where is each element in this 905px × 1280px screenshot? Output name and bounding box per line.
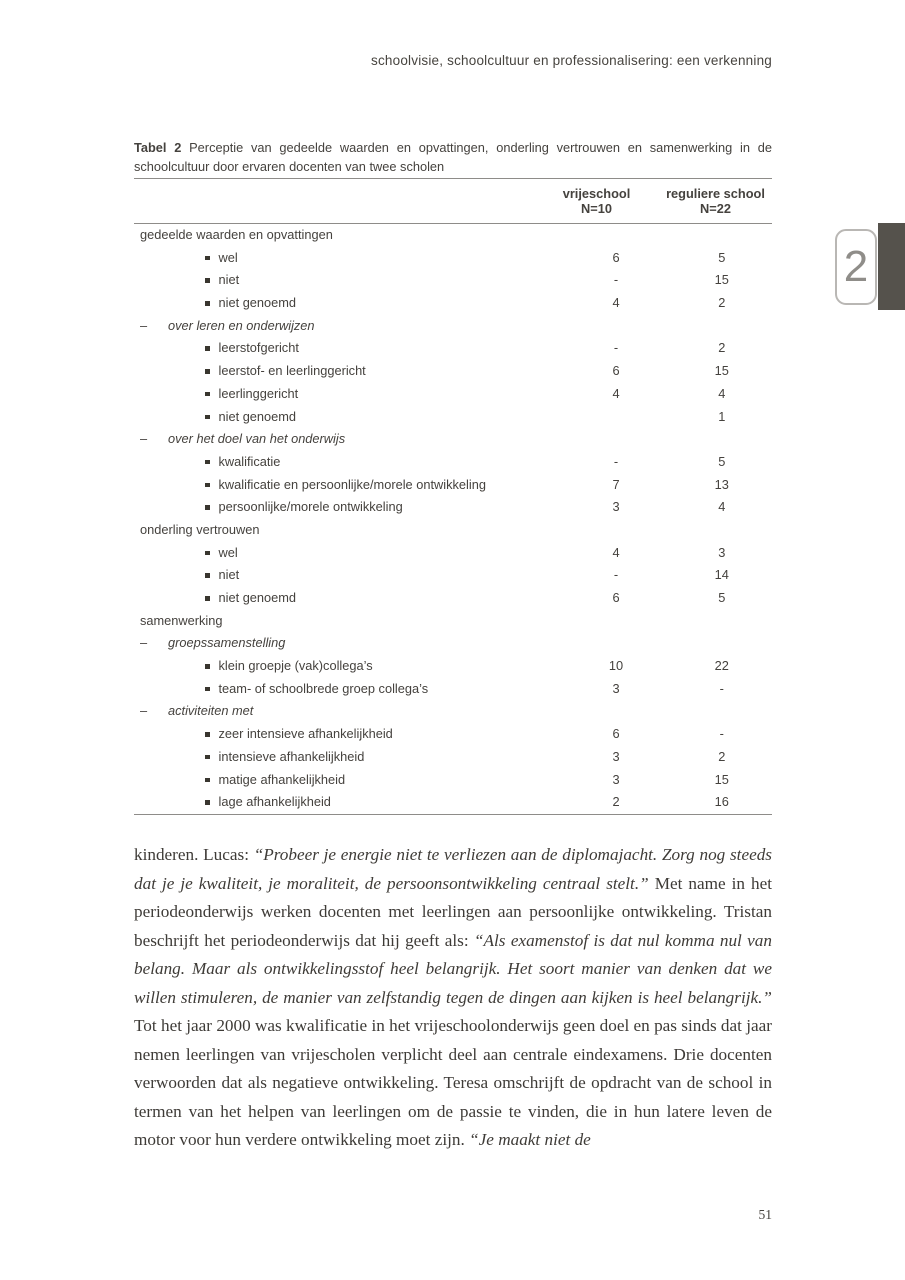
cell-vrijeschool: 3 <box>612 748 620 764</box>
table-row <box>134 791 772 814</box>
row-label-text: kwalificatie en persoonlijke/morele ontwikkeling <box>218 476 486 492</box>
bullet-icon <box>205 573 210 578</box>
cell-vrijeschool: - <box>613 340 619 356</box>
cell-reguliere-school: 4 <box>718 499 726 515</box>
row-label <box>134 269 560 292</box>
cell-reguliere-school <box>660 428 772 451</box>
cell-vrijeschool <box>536 428 660 451</box>
cell-vrijeschool: 4 <box>612 544 620 560</box>
row-label <box>134 700 536 723</box>
table-row <box>134 406 772 429</box>
quote-text: “Als examenstof is dat nul komma nul van belang. Maar als ontwikkelingsstof heel belangrijk. Het soort manier van denken dat we willen stimuleren, de manier van zelfstandig tegen de dingen aan kijken is heel belangrijk.” <box>134 930 772 1007</box>
row-label-text: intensieve afhankelijkheid <box>218 748 365 764</box>
row-label <box>134 587 560 610</box>
cell-reguliere-school: 15 <box>714 771 729 787</box>
table-row <box>134 632 772 655</box>
table-row <box>134 655 772 678</box>
bullet-icon <box>205 800 210 805</box>
dash-marker: – <box>140 317 148 333</box>
cell-vrijeschool: - <box>613 272 619 288</box>
row-label <box>134 360 560 383</box>
bullet-icon <box>205 755 210 760</box>
row-label-text: over leren en onderwijzen <box>168 317 315 333</box>
table-row <box>134 723 772 746</box>
chapter-tab-block <box>878 223 905 310</box>
chapter-number-box <box>835 229 877 305</box>
row-label-text: persoonlijke/morele ontwikkeling <box>218 499 403 515</box>
row-label <box>134 723 560 746</box>
chapter-number: 2 <box>843 241 869 291</box>
column-header-reguliere-school <box>659 179 772 223</box>
row-label-text: gedeelde waarden en opvattingen <box>140 227 333 242</box>
bullet-icon <box>205 778 210 783</box>
cell-vrijeschool: 3 <box>612 499 620 515</box>
bullet-icon <box>205 415 210 420</box>
table-row <box>134 564 772 587</box>
row-label <box>134 383 560 406</box>
table-body <box>134 224 772 814</box>
table-row <box>134 769 772 792</box>
cell-reguliere-school: 15 <box>714 363 729 379</box>
cell-reguliere-school: 2 <box>718 748 726 764</box>
bullet-icon <box>205 460 210 465</box>
bullet-icon <box>205 551 210 556</box>
cell-vrijeschool: 4 <box>612 385 620 401</box>
table-header-row <box>134 179 772 224</box>
row-label-text: niet genoemd <box>218 408 297 424</box>
table-row <box>134 360 772 383</box>
chapter-tab <box>835 223 905 310</box>
cell-reguliere-school: 14 <box>714 567 729 583</box>
row-label <box>134 474 560 497</box>
cell-reguliere-school <box>660 224 772 247</box>
row-label-text: leerstofgericht <box>218 340 299 356</box>
cell-reguliere-school: 1 <box>718 408 726 424</box>
row-label <box>134 564 560 587</box>
bullet-icon <box>205 664 210 669</box>
cell-vrijeschool: 6 <box>612 726 620 742</box>
quote-text: “Probeer je energie niet te verliezen aan de diplomajacht. Zorg nog steeds dat je je kwaliteit, je moraliteit, de persoonsontwikkeling centraal stelt.” <box>134 845 772 893</box>
table-row <box>134 292 772 315</box>
table-row <box>134 451 772 474</box>
cell-reguliere-school: 5 <box>718 453 726 469</box>
cell-reguliere-school <box>660 610 772 633</box>
cell-vrijeschool <box>536 224 660 247</box>
row-label <box>134 406 560 429</box>
bullet-icon <box>205 732 210 737</box>
row-label <box>134 247 560 270</box>
bullet-icon <box>205 256 210 261</box>
row-label-text: kwalificatie <box>218 453 281 469</box>
cell-reguliere-school: 13 <box>714 476 729 492</box>
row-label <box>134 678 560 701</box>
cell-reguliere-school: 2 <box>718 340 726 356</box>
table-row <box>134 247 772 270</box>
cell-reguliere-school <box>660 632 772 655</box>
cell-vrijeschool: - <box>613 453 619 469</box>
row-label <box>134 428 536 451</box>
table-row <box>134 678 772 701</box>
cell-vrijeschool <box>560 406 671 429</box>
row-label-text: leerstof- en leerlinggericht <box>218 363 366 379</box>
cell-reguliere-school: 15 <box>714 272 729 288</box>
cell-vrijeschool: 2 <box>612 794 620 810</box>
table-caption-label: Tabel 2 <box>134 140 182 155</box>
column-name: vrijeschool <box>562 186 631 201</box>
dash-marker: – <box>140 635 148 651</box>
row-label-text: team- of schoolbrede groep collega’s <box>218 680 429 696</box>
cell-vrijeschool: 4 <box>612 295 620 311</box>
bullet-icon <box>205 596 210 601</box>
table-row <box>134 383 772 406</box>
cell-vrijeschool: 7 <box>612 476 620 492</box>
body-paragraph <box>134 841 772 1155</box>
table-caption-text: Perceptie van gedeelde waarden en opvattingen, onderling vertrouwen en samenwerking in de schoolcultuur door ervaren docenten van twee scholen <box>134 140 772 174</box>
row-label <box>134 746 560 769</box>
table-row <box>134 337 772 360</box>
bullet-icon <box>205 505 210 510</box>
cell-vrijeschool <box>536 632 660 655</box>
cell-vrijeschool <box>536 315 660 338</box>
cell-reguliere-school: 3 <box>718 544 726 560</box>
row-label-text: lage afhankelijkheid <box>218 794 331 810</box>
row-label-text: klein groepje (vak)collega’s <box>218 658 373 674</box>
cell-reguliere-school <box>660 700 772 723</box>
column-n: N=22 <box>700 201 731 216</box>
table-row <box>134 474 772 497</box>
bullet-icon <box>205 346 210 351</box>
cell-vrijeschool: 6 <box>612 249 620 265</box>
data-table <box>134 178 772 815</box>
row-label <box>134 519 536 542</box>
cell-vrijeschool: 3 <box>612 771 620 787</box>
table-row <box>134 428 772 451</box>
quote-text: “Je maakt niet de <box>469 1130 591 1149</box>
cell-vrijeschool: 3 <box>612 680 620 696</box>
row-label <box>134 791 560 814</box>
column-header-vrijeschool <box>534 179 659 223</box>
row-label-text: matige afhankelijkheid <box>218 771 346 787</box>
column-name: reguliere school <box>666 186 765 201</box>
cell-vrijeschool: - <box>613 567 619 583</box>
row-label-text: wel <box>218 249 238 265</box>
row-label <box>134 769 560 792</box>
row-label-text: niet genoemd <box>218 295 297 311</box>
table-row <box>134 746 772 769</box>
cell-reguliere-school: 5 <box>718 590 726 605</box>
row-label-text: zeer intensieve afhankelijkheid <box>218 726 393 742</box>
table-header-spacer <box>134 179 534 223</box>
page-number: 51 <box>758 1207 772 1222</box>
body-text-segment: kinderen. Lucas: <box>134 845 254 864</box>
row-label <box>134 292 560 315</box>
running-header: schoolvisie, schoolcultuur en professionalisering: een verkenning <box>371 53 772 68</box>
table-row <box>134 542 772 565</box>
cell-vrijeschool: 6 <box>612 363 620 379</box>
row-label-text: niet <box>218 567 240 583</box>
cell-reguliere-school: 2 <box>718 295 726 311</box>
row-label <box>134 496 560 519</box>
table-caption <box>134 138 772 176</box>
cell-vrijeschool <box>536 519 660 542</box>
column-n: N=10 <box>581 201 612 216</box>
table-row <box>134 224 772 247</box>
row-label <box>134 224 536 247</box>
row-label-text: samenwerking <box>140 612 223 628</box>
bullet-icon <box>205 687 210 692</box>
row-label-text: niet genoemd <box>218 590 297 605</box>
cell-reguliere-school: - <box>719 726 724 742</box>
table-row <box>134 496 772 519</box>
row-label <box>134 451 560 474</box>
row-label <box>134 632 536 655</box>
row-label-text: activiteiten met <box>168 703 254 719</box>
table-row <box>134 269 772 292</box>
cell-reguliere-school: 22 <box>714 658 729 674</box>
table-row <box>134 315 772 338</box>
row-label-text: wel <box>218 544 238 560</box>
cell-vrijeschool <box>536 610 660 633</box>
row-label-text: niet <box>218 272 240 288</box>
table-row <box>134 700 772 723</box>
row-label <box>134 337 560 360</box>
cell-reguliere-school <box>660 315 772 338</box>
cell-reguliere-school: 5 <box>718 249 726 265</box>
bullet-icon <box>205 301 210 306</box>
body-text-segment: Met name in het periodeonderwijs werken docenten met leerlingen aan persoonlijke ontwikkeling. Tristan beschrijft het periodeonderwijs dat hij geeft als: <box>134 873 772 950</box>
cell-vrijeschool: 10 <box>608 658 624 674</box>
row-label <box>134 655 560 678</box>
cell-reguliere-school: 4 <box>718 385 726 401</box>
bullet-icon <box>205 483 210 488</box>
row-label-text: leerlinggericht <box>218 385 299 401</box>
cell-reguliere-school <box>660 519 772 542</box>
body-text-segment: Tot het jaar 2000 was kwalificatie in het vrijeschoolonderwijs geen doel en pas sinds dat jaar nemen leerlingen van vrijescholen verplicht deel aan centrale eindexamens. Drie docenten verwoorden dat als negatieve ontwikkeling. Teresa omschrijft de opdracht van de school in termen van het helpen van leerlingen om de passie te vinden, die in hun latere leven de motor voor hun verdere ontwikkeling moet zijn. <box>134 1016 772 1149</box>
table-row <box>134 610 772 633</box>
table-row <box>134 587 772 610</box>
bullet-icon <box>205 278 210 283</box>
bullet-icon <box>205 369 210 374</box>
row-label-text: over het doel van het onderwijs <box>168 431 346 447</box>
cell-vrijeschool: 6 <box>612 590 620 605</box>
row-label <box>134 610 536 633</box>
cell-vrijeschool <box>536 700 660 723</box>
dash-marker: – <box>140 431 148 447</box>
cell-reguliere-school: - <box>719 680 724 696</box>
row-label <box>134 542 560 565</box>
cell-reguliere-school: 16 <box>714 794 729 810</box>
bullet-icon <box>205 392 210 397</box>
row-label <box>134 315 536 338</box>
row-label-text: onderling vertrouwen <box>140 521 260 537</box>
table-row <box>134 519 772 542</box>
row-label-text: groepssamenstelling <box>168 635 286 651</box>
dash-marker: – <box>140 703 148 719</box>
